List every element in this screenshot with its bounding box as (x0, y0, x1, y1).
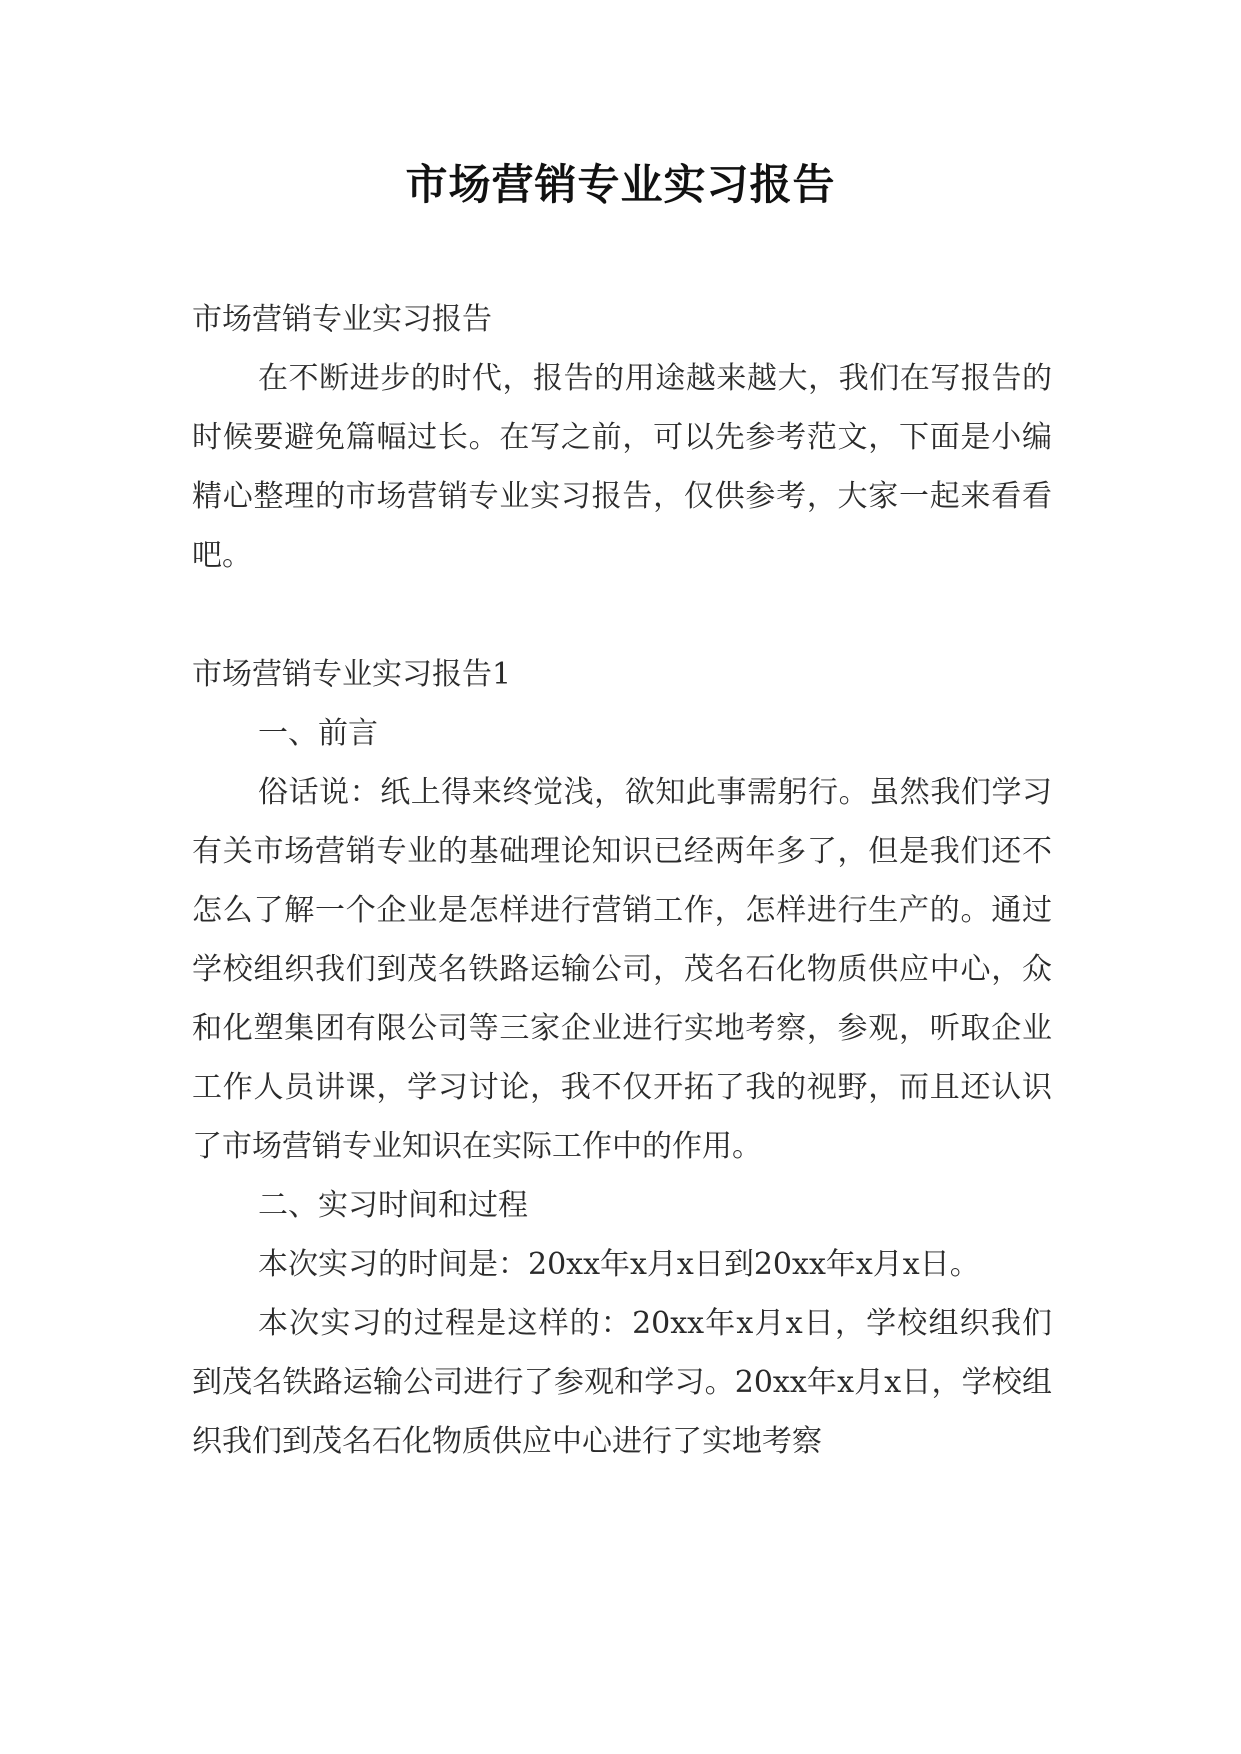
preface-paragraph: 俗话说：纸上得来终觉浅，欲知此事需躬行。虽然我们学习有关市场营销专业的基础理论知识已经两年多了，但是我们还不怎么了解一个企业是怎样进行营销工作，怎样进行生产的。通过学校组织我们到茂名铁路运输公司，茂名石化物质供应中心，众和化塑集团有限公司等三家企业进行实地考察，参观，听取企业工作人员讲课，学习讨论，我不仅开拓了我的视野，而且还认识了市场营销专业知识在实际工作中的作用。 (192, 775, 1052, 1164)
intro-paragraph: 在不断进步的时代，报告的用途越来越大，我们在写报告的时候要避免篇幅过长。在写之前，可以先参考范文，下面是小编精心整理的市场营销专业实习报告，仅供参考，大家一起来看看吧。 (192, 361, 1052, 573)
time-heading: 二、实习时间和过程 (258, 1188, 528, 1223)
time-paragraph: 本次实习的时间是：20xx年x月x日到20xx年x月x日。 (258, 1247, 980, 1282)
document-title: 市场营销专业实习报告 (405, 160, 836, 209)
document-body (192, 290, 1052, 1471)
section-title: 市场营销专业实习报告1 (192, 657, 512, 692)
process-paragraph: 本次实习的过程是这样的：20xx年x月x日，学校组织我们到茂名铁路运输公司进行了参观和学习。20xx年x月x日，学校组织我们到茂名石化物质供应中心进行了实地考察 (192, 1306, 1052, 1459)
preface-heading: 一、前言 (258, 716, 378, 751)
document-subtitle: 市场营销专业实习报告 (192, 302, 492, 337)
section-gap (192, 585, 1052, 645)
